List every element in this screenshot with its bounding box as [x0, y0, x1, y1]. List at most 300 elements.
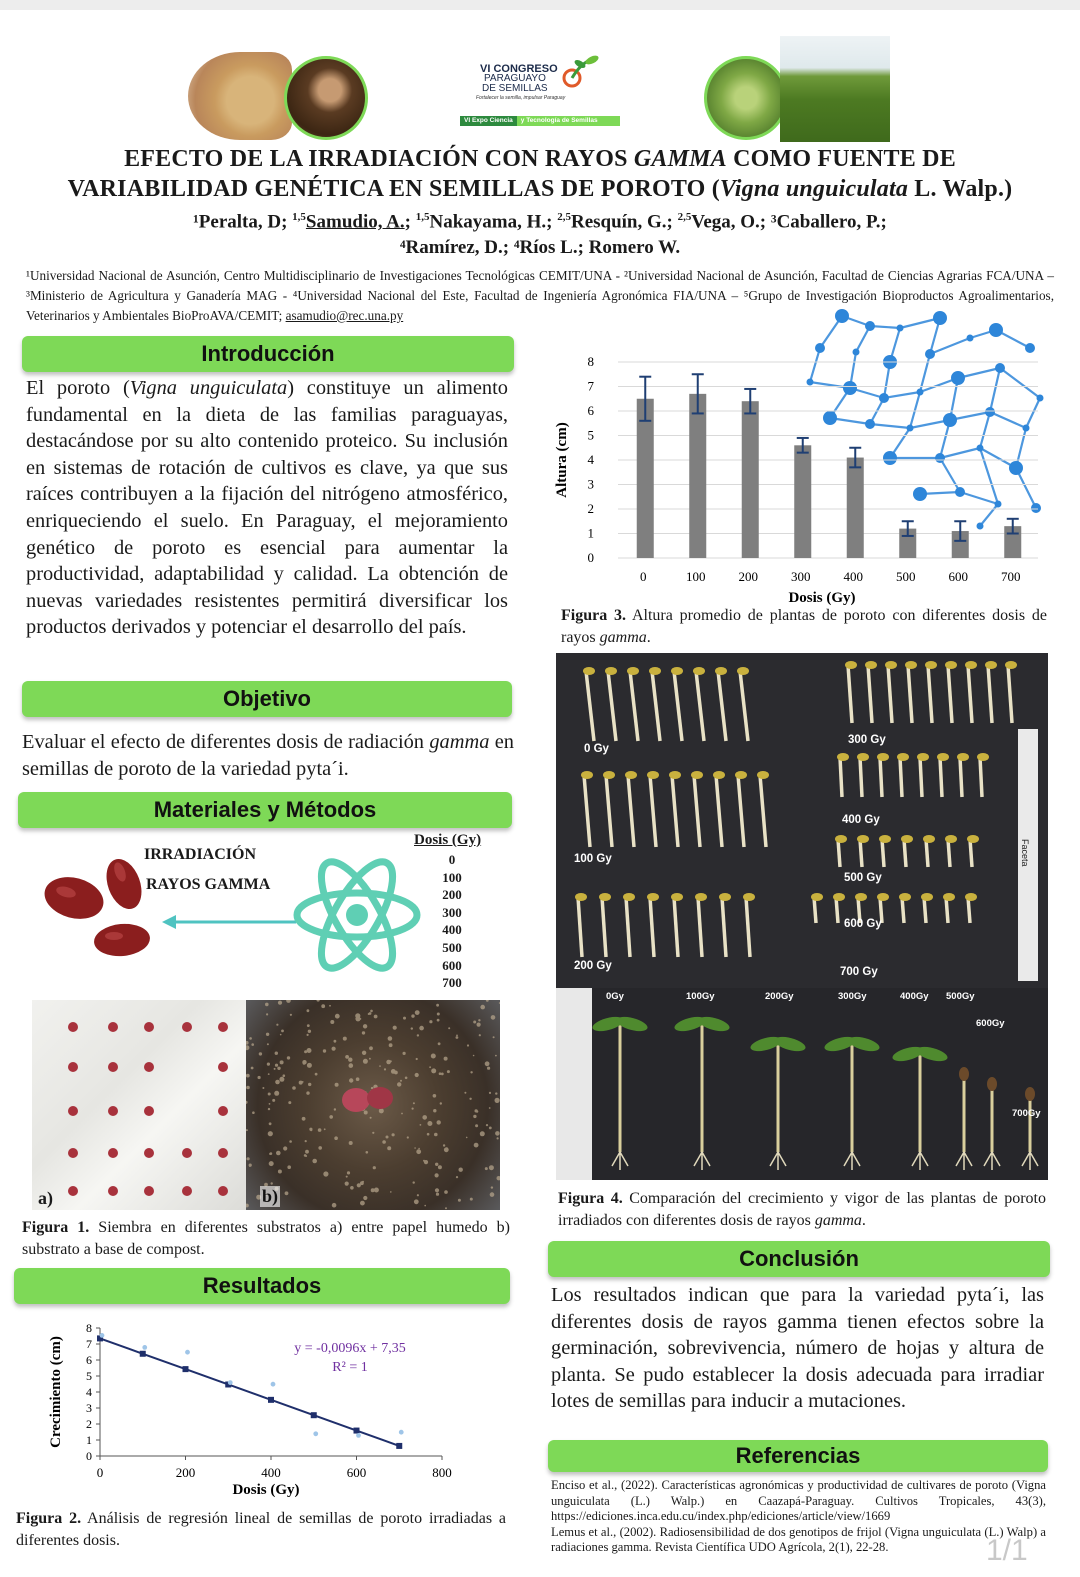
- seedling-stem: [608, 671, 616, 741]
- seed: [68, 1186, 78, 1196]
- seedlings-photo-top: [556, 653, 1048, 988]
- compost-speck: [366, 1151, 369, 1154]
- compost-speck: [456, 1036, 459, 1039]
- seedling-stem: [674, 897, 678, 957]
- compost-speck: [323, 1171, 328, 1176]
- compost-speck: [469, 1098, 471, 1100]
- compost-speck: [422, 1115, 427, 1120]
- compost-speck: [289, 1140, 292, 1143]
- y-tick-label: 6: [587, 403, 594, 418]
- compost-speck: [433, 1109, 436, 1112]
- seedling-leaf: [835, 835, 847, 843]
- compost-speck: [458, 1199, 461, 1202]
- data-point: [271, 1382, 276, 1387]
- compost-speck: [441, 1073, 444, 1076]
- compost-speck: [437, 1019, 440, 1022]
- seedling-leaf: [757, 771, 769, 779]
- compost-speck: [268, 1073, 270, 1075]
- data-point: [100, 1333, 105, 1338]
- compost-speck: [369, 1058, 371, 1060]
- compost-speck: [470, 1198, 473, 1201]
- compost-speck: [277, 1067, 280, 1070]
- title-text: COMO FUENTE DE: [726, 146, 956, 172]
- title-italic: GAMMA: [633, 146, 727, 172]
- logo-tagline: Fortalecer la semilla, impulsar Paraguay: [476, 95, 566, 101]
- methods-diagram: [30, 832, 510, 992]
- compost-speck: [374, 1015, 378, 1019]
- compost-speck: [356, 1077, 360, 1081]
- compost-speck: [247, 1157, 250, 1160]
- compost-speck: [275, 1064, 278, 1067]
- compost-speck: [334, 1040, 337, 1043]
- seed: [218, 1106, 228, 1116]
- compost-speck: [456, 1176, 458, 1178]
- x-tick-label: 600: [346, 1465, 367, 1480]
- seedling-leaf: [599, 893, 611, 901]
- intro-paragraph: [26, 375, 508, 641]
- compost-speck: [343, 1037, 347, 1041]
- compost-speck: [251, 1067, 254, 1070]
- compost-speck: [382, 1140, 386, 1144]
- seedling-leaf: [649, 667, 661, 675]
- data-point: [399, 1430, 404, 1435]
- compost-speck: [480, 1005, 485, 1010]
- authors-line1: [20, 211, 1060, 233]
- seedling-leaf: [901, 835, 913, 843]
- compost-speck: [249, 1165, 251, 1167]
- dose-item: 600: [442, 957, 462, 973]
- seed: [218, 1062, 228, 1072]
- seedling-leaf: [967, 835, 979, 843]
- seedling-leaf: [695, 893, 707, 901]
- compost-speck: [390, 1191, 392, 1193]
- compost-speck: [479, 1034, 481, 1036]
- compost-speck: [489, 1092, 491, 1094]
- compost-speck: [392, 1133, 395, 1136]
- seedling-stem: [1008, 665, 1012, 723]
- seedling-stem: [940, 757, 942, 797]
- caption-text: Siembra en diferentes substratos a) entre papel humedo b) substrato a base de compost.: [22, 1219, 511, 1258]
- compost-speck: [491, 1015, 496, 1020]
- compost-speck: [249, 1037, 252, 1040]
- caption-text: .: [861, 1212, 866, 1229]
- compost-speck: [287, 1165, 291, 1169]
- compost-speck: [495, 1092, 497, 1094]
- seedling-leaf: [925, 661, 937, 669]
- compost-speck: [466, 1137, 468, 1139]
- compost-speck: [459, 1168, 463, 1172]
- reference-item: Enciso et al., (2022). Características agronómicas y productividad de cultivares de poroto (Vigna unguiculata (L.) Walp.) en Caazapá-Paraguay. Cultivos Tropicales, 43(3), https://ediciones.inca.edu.cu/index.php/ediciones/article/view/1669: [551, 1478, 1046, 1524]
- seed: [68, 1022, 78, 1032]
- seedling-stem: [650, 775, 656, 847]
- compost-speck: [305, 1140, 307, 1142]
- seedling-leaf: [735, 771, 747, 779]
- logo-line3: DE SEMILLAS: [482, 83, 548, 94]
- caption-text: .: [646, 629, 651, 646]
- author-sup: 2,5: [557, 211, 571, 223]
- compost-speck: [403, 1017, 406, 1020]
- compost-speck: [393, 1026, 397, 1030]
- compost-speck: [363, 1024, 367, 1028]
- seedling-stem: [606, 775, 612, 847]
- compost-speck: [464, 1092, 466, 1094]
- compost-speck: [268, 1108, 270, 1110]
- seedling-leaf: [865, 661, 877, 669]
- seedling-stem: [626, 897, 630, 957]
- caption-italic: gamma: [814, 1212, 862, 1229]
- intro-italic: Vigna unguiculata: [129, 377, 288, 399]
- compost-speck: [246, 1045, 249, 1050]
- compost-speck: [302, 1117, 306, 1121]
- compost-speck: [267, 1063, 270, 1066]
- dose-photo-label: 500 Gy: [844, 872, 882, 884]
- seedling-stem: [630, 671, 638, 741]
- x-tick-label: 100: [686, 569, 706, 584]
- caption-text: Análisis de regresión lineal de semillas de poroto irradiadas a diferentes dosis.: [16, 1510, 506, 1549]
- compost-speck: [477, 1023, 481, 1027]
- seedling-leaf: [1005, 661, 1017, 669]
- seedling-leaf: [719, 893, 731, 901]
- compost-speck: [499, 1002, 500, 1004]
- seedling-leaf: [845, 661, 857, 669]
- seedling-stem: [672, 775, 678, 847]
- seedling-leaf: [671, 667, 683, 675]
- compost-speck: [307, 1063, 312, 1068]
- compost-speck: [489, 1107, 491, 1109]
- seedling-leaf: [885, 661, 897, 669]
- compost-speck: [434, 1133, 438, 1137]
- compost-speck: [246, 1074, 250, 1078]
- dose-photo-label: 0 Gy: [584, 743, 609, 755]
- compost-speck: [495, 1131, 500, 1136]
- data-point: [142, 1345, 147, 1350]
- compost-speck: [317, 1000, 320, 1002]
- caption-label: Figura 3.: [561, 607, 627, 624]
- seedling-leaf: [743, 893, 755, 901]
- compost-speck: [387, 1146, 391, 1150]
- compost-speck: [355, 1013, 360, 1018]
- compost-speck: [269, 1161, 274, 1166]
- compost-speck: [246, 1086, 250, 1090]
- compost-speck: [390, 1060, 392, 1062]
- compost-speck: [362, 1051, 366, 1055]
- section-header-conclusion: Conclusión: [548, 1241, 1050, 1277]
- seed: [144, 1186, 154, 1196]
- compost-speck: [276, 1151, 281, 1156]
- compost-speck: [363, 1059, 368, 1064]
- compost-speck: [431, 1054, 436, 1059]
- x-axis-title: Dosis (Gy): [788, 590, 856, 606]
- compost-speck: [431, 1068, 436, 1073]
- seedling-leaf: [879, 835, 891, 843]
- seed: [108, 1106, 118, 1116]
- objective-text: en semillas de poroto de la variedad pyta´i.: [22, 731, 514, 780]
- compost-speck: [267, 1043, 269, 1045]
- seedling-leaf: [811, 893, 823, 901]
- x-tick-label: 700: [1001, 569, 1021, 584]
- compost-speck: [275, 1080, 280, 1085]
- compost-speck: [412, 1108, 414, 1110]
- fit-marker: [268, 1397, 274, 1403]
- dose-photo-label: 400 Gy: [842, 814, 880, 826]
- compost-speck: [445, 1207, 447, 1209]
- dose-photo-label: 200Gy: [765, 991, 794, 1002]
- seedling-leaf: [583, 667, 595, 675]
- seed: [68, 1148, 78, 1158]
- x-axis-title: Dosis (Gy): [232, 1482, 300, 1498]
- objective-text: Evaluar el efecto de diferentes dosis de radiación: [22, 731, 430, 753]
- seedling-leaf: [965, 661, 977, 669]
- compost-speck: [415, 1010, 420, 1015]
- caption-text: Altura promedio de plantas de poroto con diferentes dosis de rayos: [561, 607, 1048, 646]
- figure4-caption: [558, 1188, 1046, 1232]
- y-axis-title: Altura (cm): [554, 422, 570, 498]
- compost-speck: [349, 1078, 353, 1082]
- compost-speck: [302, 1081, 304, 1083]
- compost-speck: [271, 1182, 273, 1184]
- compost-speck: [285, 1191, 289, 1195]
- section-header-methods: Materiales y Métodos: [18, 792, 512, 828]
- compost-speck: [397, 1082, 401, 1086]
- dose-photo-label: 100 Gy: [574, 853, 612, 865]
- compost-speck: [329, 1115, 333, 1119]
- rice-photo: [704, 56, 788, 140]
- compost-speck: [386, 1136, 389, 1139]
- network-node: [835, 309, 849, 323]
- y-tick-label: 8: [587, 354, 594, 369]
- caption-label: Figura 1.: [22, 1219, 90, 1236]
- plant-bud: [987, 1077, 997, 1091]
- seedling-leaf: [921, 893, 933, 901]
- seedling-leaf: [581, 771, 593, 779]
- seedling-leaf: [605, 667, 617, 675]
- compost-speck: [315, 1073, 318, 1076]
- compost-speck: [443, 1144, 445, 1146]
- compost-speck: [474, 1143, 479, 1148]
- seedling-stem: [948, 839, 950, 867]
- compost-speck: [281, 1030, 284, 1033]
- compost-speck: [268, 1131, 273, 1136]
- y-tick-label: 7: [86, 1337, 92, 1351]
- seedling-leaf: [897, 753, 909, 761]
- data-point: [313, 1431, 318, 1436]
- compost-speck: [437, 1013, 440, 1016]
- compost-speck: [401, 1113, 403, 1115]
- compost-speck: [258, 1076, 261, 1079]
- compost-speck: [265, 1003, 269, 1007]
- reference-item: Lemus et al., (2002). Radiosensibilidad de dos genotipos de frijol (Vigna unguiculata (L.) Walp) a radiaciones gamma. Revista Científica UDO Agrícola, 2(1), 22-28.: [551, 1524, 1046, 1555]
- compost-speck: [433, 1094, 437, 1098]
- sowing-photo: [284, 56, 368, 140]
- seedling-stem: [652, 671, 660, 741]
- compost-speck: [332, 1047, 336, 1051]
- seedling-stem: [740, 671, 748, 741]
- compost-speck: [411, 1027, 413, 1029]
- bar-0: [637, 399, 654, 558]
- seedling-leaf: [985, 661, 997, 669]
- compost-speck: [405, 1077, 408, 1080]
- seedling-stem: [988, 665, 992, 723]
- dose-list: [432, 851, 472, 992]
- compost-speck: [286, 1000, 291, 1003]
- x-tick-label: 300: [791, 569, 811, 584]
- plant-bud: [1025, 1087, 1035, 1101]
- seedlings-drawing: [556, 653, 1048, 988]
- compost-speck: [439, 1072, 442, 1075]
- sprout-icon: [558, 52, 602, 96]
- seedling-stem: [718, 671, 726, 741]
- section-header-objective: Objetivo: [22, 681, 512, 717]
- compost-speck: [373, 1166, 376, 1169]
- plant-root: [770, 1152, 786, 1170]
- compost-speck: [420, 1124, 422, 1126]
- compost-speck: [493, 1036, 495, 1038]
- y-tick-label: 1: [587, 525, 594, 541]
- compost-speck: [276, 1024, 278, 1026]
- irradiation-label: IRRADIACIÓN: [144, 846, 257, 863]
- x-tick-label: 600: [948, 569, 968, 584]
- data-point: [228, 1380, 233, 1385]
- compost-speck: [266, 1033, 269, 1036]
- x-tick-label: 0: [96, 1465, 104, 1480]
- author: Nakayama, H.;: [429, 211, 558, 233]
- compost-speck: [407, 1136, 409, 1138]
- paper-substrate-photo: [32, 1000, 246, 1210]
- compost-speck: [275, 1052, 278, 1055]
- compost-speck: [266, 1013, 268, 1015]
- author: Resquín, G.;: [570, 211, 678, 233]
- seedling-stem: [860, 839, 862, 867]
- y-tick-label: 2: [587, 501, 594, 516]
- compost-speck: [435, 1163, 438, 1166]
- contact-email[interactable]: asamudio@rec.una.py: [285, 308, 404, 323]
- compost-speck: [478, 1019, 480, 1021]
- seedling-leaf: [737, 667, 749, 675]
- title-text: L. Walp.): [908, 176, 1013, 202]
- seedling-stem: [674, 671, 682, 741]
- dose-photo-label: 600 Gy: [844, 918, 882, 930]
- seedling-leaf: [715, 667, 727, 675]
- seedling-stem: [868, 665, 872, 723]
- dose-photo-label: 700 Gy: [840, 966, 878, 978]
- compost-speck: [429, 1066, 431, 1068]
- compost-speck: [444, 1147, 449, 1152]
- seedling-stem: [578, 897, 582, 957]
- dose-photo-label: 200 Gy: [574, 960, 612, 972]
- compost-speck: [438, 1042, 441, 1045]
- compost-texture: [246, 1000, 500, 1210]
- seed: [144, 1148, 154, 1158]
- compost-speck: [360, 1201, 365, 1206]
- caption-italic: gamma: [599, 629, 647, 646]
- seedling-stem: [696, 671, 704, 741]
- seedling-stem: [928, 665, 932, 723]
- dose-photo-label: 100Gy: [686, 991, 715, 1002]
- network-node: [897, 325, 904, 332]
- compost-speck: [417, 1194, 419, 1196]
- compost-speck: [448, 1027, 450, 1029]
- data-point: [356, 1433, 361, 1438]
- compost-speck: [312, 1159, 317, 1164]
- seedling-leaf: [693, 667, 705, 675]
- compost-speck: [307, 1034, 309, 1036]
- seedling-stem: [920, 757, 922, 797]
- y-tick-label: 0: [86, 1449, 92, 1463]
- y-tick-label: 2: [86, 1417, 92, 1431]
- dose-photo-label: 500Gy: [946, 991, 975, 1002]
- compost-speck: [414, 1147, 416, 1149]
- seedling-leaf: [603, 771, 615, 779]
- title-italic: Vigna unguiculata: [719, 176, 909, 202]
- compost-speck: [362, 1181, 364, 1183]
- plant-root: [1022, 1152, 1038, 1170]
- seedling-stem: [586, 671, 594, 741]
- seed: [144, 1062, 154, 1072]
- x-tick-label: 200: [175, 1465, 196, 1480]
- seedling-leaf: [945, 835, 957, 843]
- seed: [218, 1148, 228, 1158]
- seedling-leaf: [937, 753, 949, 761]
- compost-speck: [476, 1110, 478, 1112]
- compost-speck: [444, 1057, 448, 1061]
- dose-item: 500: [442, 939, 462, 955]
- compost-substrate-photo: [246, 1000, 500, 1210]
- fit-marker: [140, 1351, 146, 1357]
- compost-speck: [332, 1203, 337, 1208]
- r-squared: R² = 1: [332, 1360, 368, 1375]
- compost-speck: [269, 1122, 272, 1125]
- seedling-leaf: [905, 661, 917, 669]
- beans-icon: [40, 852, 150, 962]
- seed: [68, 1062, 78, 1072]
- compost-speck: [334, 1136, 338, 1140]
- compost-speck: [268, 1093, 271, 1096]
- seed: [218, 1022, 228, 1032]
- compost-speck: [429, 1020, 432, 1023]
- seedling-stem: [698, 897, 702, 957]
- atom-icon: [292, 850, 422, 980]
- seedling-stem: [904, 839, 906, 867]
- compost-speck: [490, 1192, 495, 1197]
- seedlings-photo-bottom: [556, 988, 1048, 1180]
- compost-speck: [287, 1056, 290, 1059]
- seedling-leaf: [713, 771, 725, 779]
- network-node: [967, 335, 974, 342]
- seedling-leaf: [917, 753, 929, 761]
- objective-paragraph: [22, 729, 514, 782]
- compost-speck: [384, 1068, 386, 1070]
- poster-title-line1: [20, 146, 1060, 173]
- compost-speck: [283, 1074, 286, 1077]
- y-tick-label: 5: [587, 427, 594, 443]
- compost-speck: [357, 1183, 361, 1187]
- seedling-stem: [900, 757, 902, 797]
- caption-label: Figura 2.: [16, 1510, 82, 1527]
- photo-b-label: b): [262, 1186, 279, 1206]
- author: ¹Peralta, D;: [193, 211, 293, 233]
- compost-speck: [369, 1046, 373, 1050]
- compost-speck: [416, 1058, 418, 1060]
- compost-speck: [447, 1070, 450, 1073]
- compost-speck: [415, 1073, 419, 1077]
- intro-text: El poroto (: [26, 377, 130, 399]
- seedling-leaf: [669, 771, 681, 779]
- compost-speck: [435, 1188, 439, 1192]
- logo-line1: VI CONGRESO: [480, 63, 558, 75]
- y-tick-label: 7: [587, 378, 594, 394]
- dose-item: 200: [442, 887, 462, 903]
- compost-speck: [305, 1150, 309, 1154]
